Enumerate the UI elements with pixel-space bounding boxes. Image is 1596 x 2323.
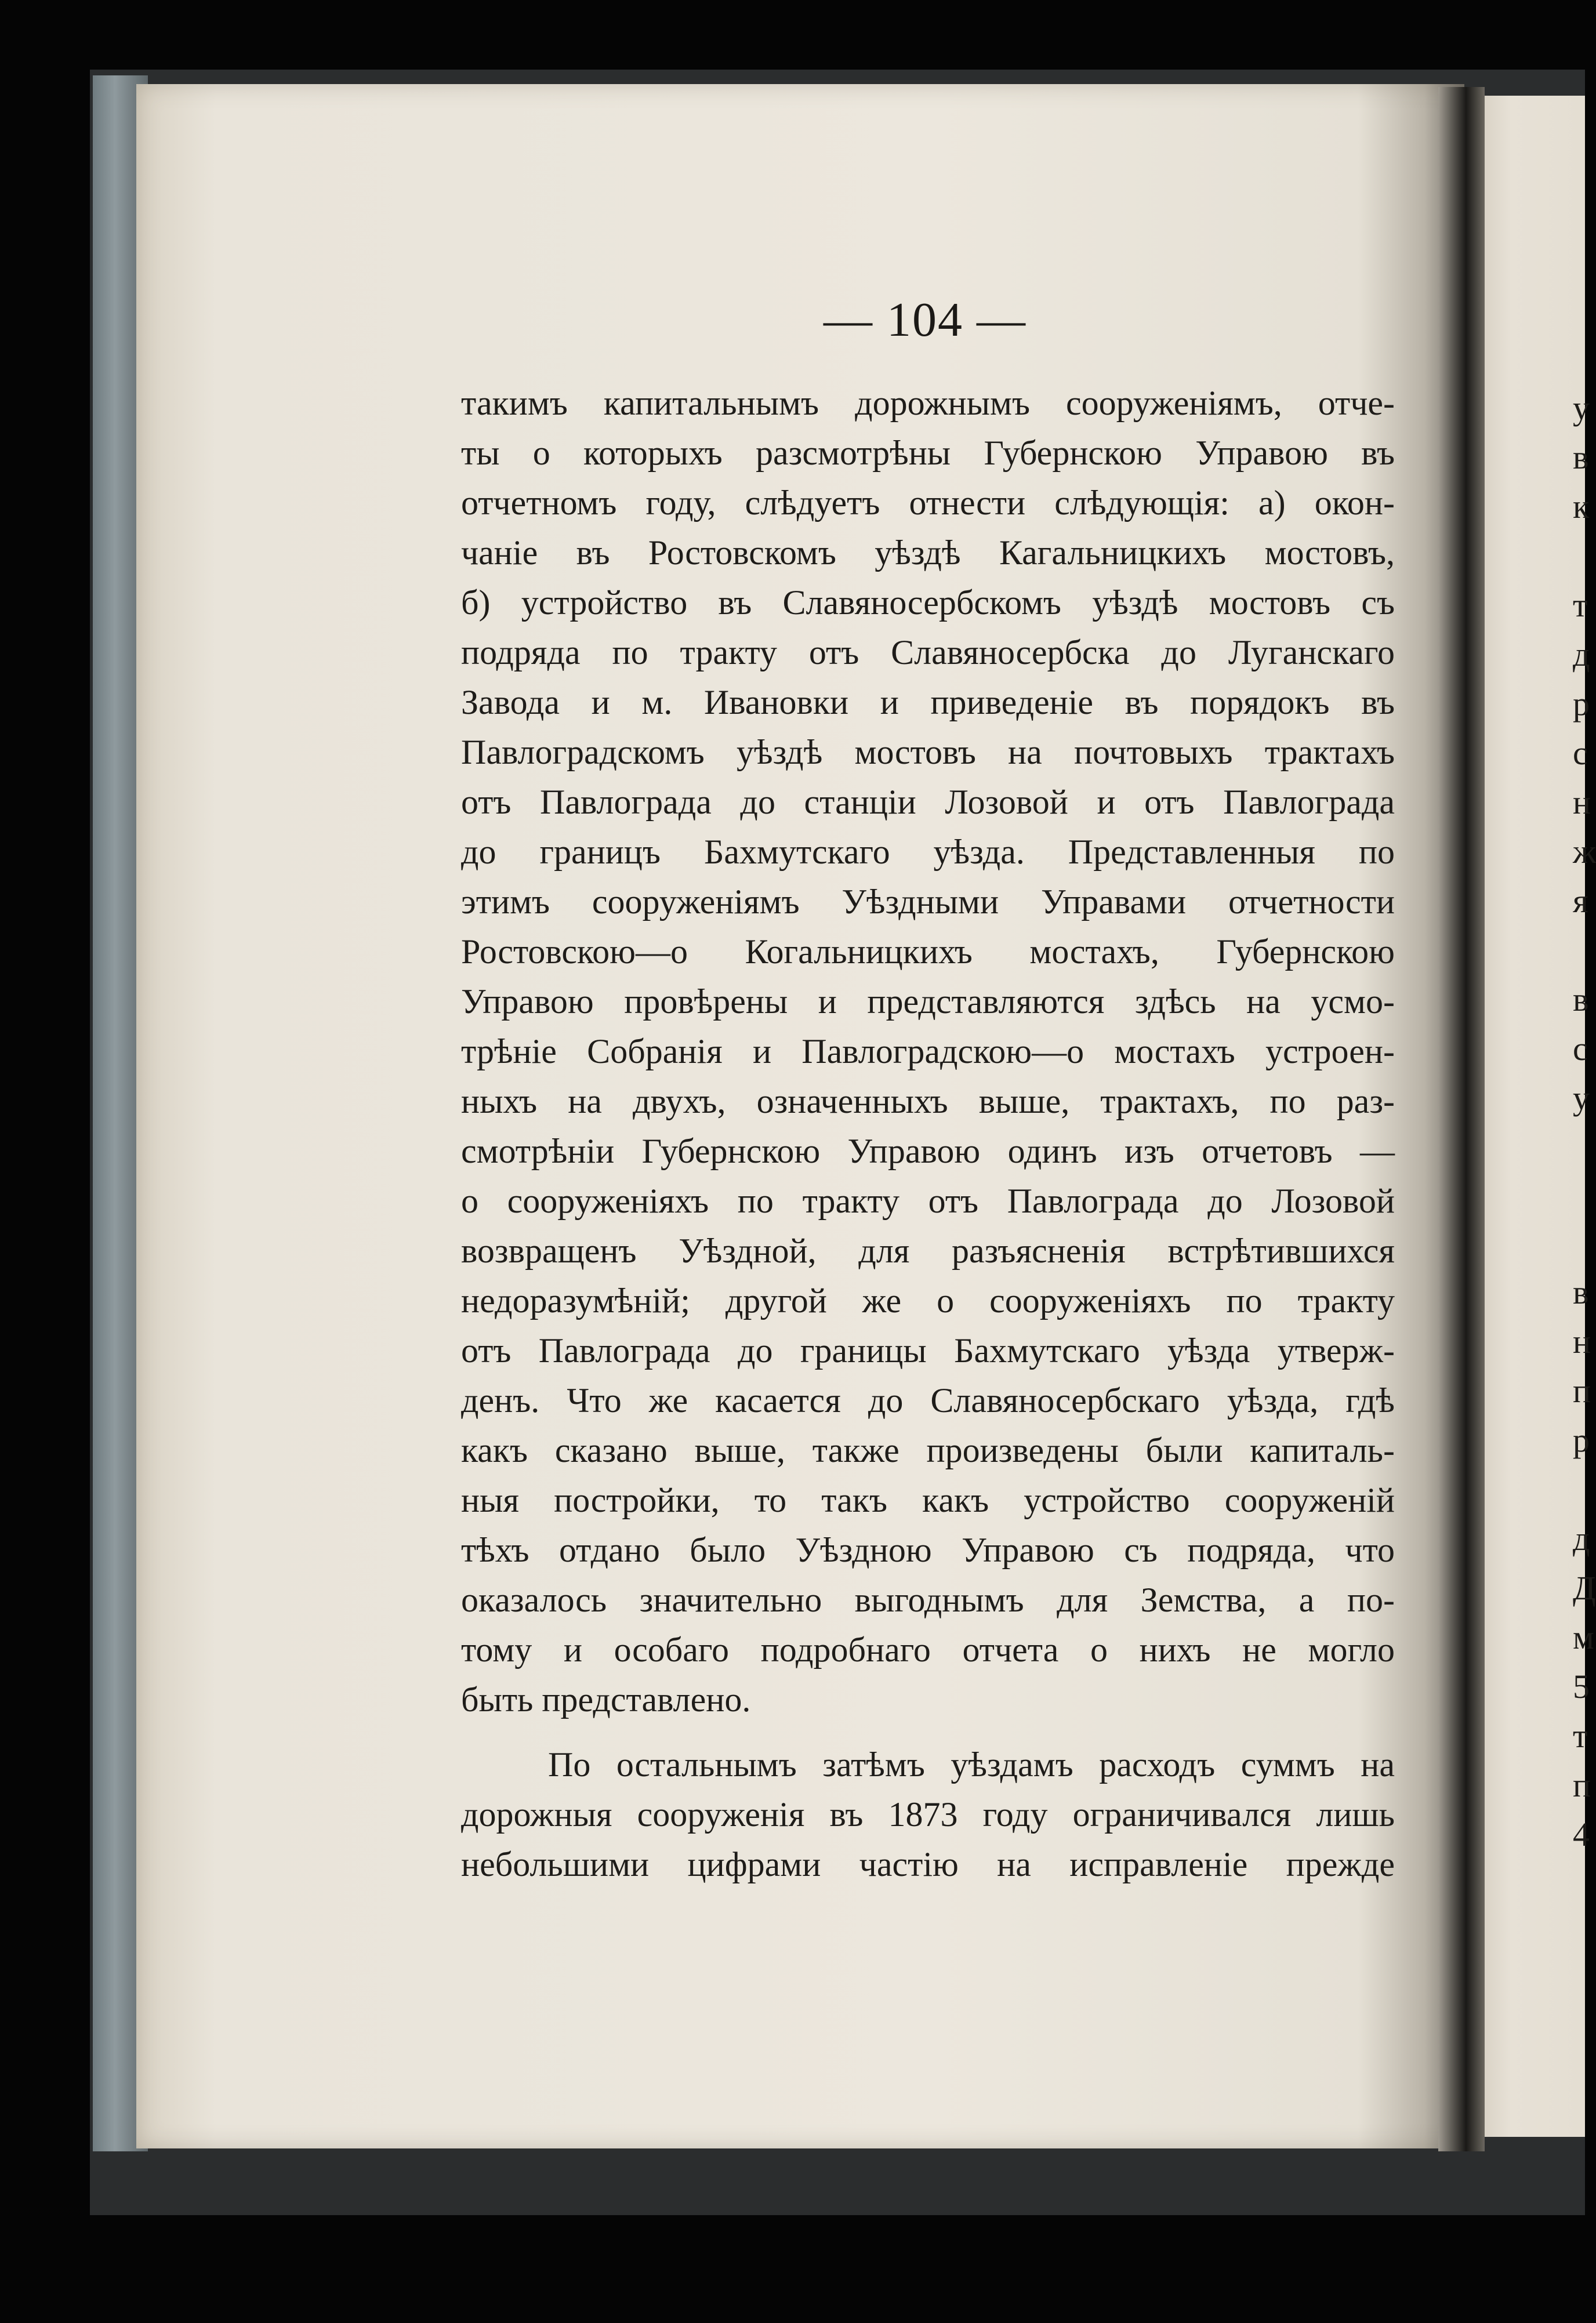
paragraph-2 bbox=[461, 1740, 1395, 1889]
facing-page-letter: у bbox=[1573, 389, 1590, 427]
facing-page-letter: к bbox=[1573, 488, 1590, 525]
facing-page-letter: п bbox=[1573, 1372, 1591, 1410]
facing-page-letter: м bbox=[1573, 1618, 1594, 1656]
facing-page-letter: ж bbox=[1573, 833, 1596, 870]
text-line: какъ сказано выше, также произведены были капиталь- bbox=[461, 1431, 1395, 1469]
text-line: отъ Павлограда до границы Бахмутскаго уѣзда утверж- bbox=[461, 1331, 1395, 1370]
page-text bbox=[461, 378, 1395, 1889]
text-line: смотрѣніи Губернскою Управою одинъ изъ отчетовъ — bbox=[461, 1132, 1395, 1170]
facing-page-letter: с bbox=[1573, 1030, 1588, 1068]
text-line: подряда по тракту отъ Славяносербска до Луганскаго bbox=[461, 633, 1395, 672]
text-line: такимъ капитальнымъ дорожнымъ сооруженіямъ, отче- bbox=[461, 384, 1395, 422]
text-line: ныхъ на двухъ, означенныхъ выше, трактахъ, по раз- bbox=[461, 1082, 1395, 1120]
facing-page-letter: Д bbox=[1573, 1569, 1596, 1607]
text-line: Завода и м. Ивановки и приведеніе въ порядокъ въ bbox=[461, 683, 1395, 721]
paragraph-gap bbox=[461, 1725, 1395, 1740]
facing-page-letter: д bbox=[1573, 1520, 1590, 1558]
text-line: отчетномъ году, слѣдуетъ отнести слѣдующія: а) окон- bbox=[461, 484, 1395, 522]
text-line: до границъ Бахмутскаго уѣзда. Представленныя по bbox=[461, 833, 1395, 871]
text-line: быть представлено. bbox=[461, 1680, 751, 1719]
facing-page-letter: т bbox=[1573, 1717, 1588, 1755]
text-line: чаніе въ Ростовскомъ уѣздѣ Кагальницкихъ мостовъ, bbox=[461, 533, 1395, 572]
text-line: дорожныя сооруженія въ 1873 году ограничивался лишь bbox=[461, 1795, 1395, 1834]
text-line: этимъ сооруженіямъ Уѣздными Управами отчетности bbox=[461, 883, 1395, 921]
facing-page-letter: п bbox=[1573, 1766, 1591, 1804]
text-line: небольшими цифрами частію на исправленіе прежде bbox=[461, 1845, 1395, 1883]
text-line: о сооруженіяхъ по тракту отъ Павлограда до Лозовой bbox=[461, 1182, 1395, 1220]
facing-page-letter: н bbox=[1573, 1323, 1591, 1360]
text-line: тому и особаго подробнаго отчета о нихъ не могло bbox=[461, 1631, 1395, 1669]
text-line: ты о которыхъ разсмотрѣны Губернскою Управою въ bbox=[461, 434, 1395, 472]
facing-page-letter: в bbox=[1573, 981, 1589, 1018]
text-line: денъ. Что же касается до Славяносербскаго уѣзда, гдѣ bbox=[461, 1381, 1395, 1420]
facing-page-letter: я bbox=[1573, 882, 1588, 920]
text-line: Ростовскою—о Когальницкихъ мостахъ, Губернскою bbox=[461, 932, 1395, 971]
facing-page-letter: н bbox=[1573, 783, 1591, 821]
facing-page-letter: 4 bbox=[1573, 1816, 1590, 1853]
facing-page-letter: 5 bbox=[1573, 1668, 1590, 1705]
facing-page-letter: р bbox=[1573, 1421, 1590, 1459]
facing-page-letter: в bbox=[1573, 1273, 1589, 1311]
text-line: оказалось значительно выгоднымъ для Земства, а по- bbox=[461, 1581, 1395, 1619]
facing-page-letter: т bbox=[1573, 586, 1588, 624]
text-line: отъ Павлограда до станціи Лозовой и отъ Павлограда bbox=[461, 783, 1395, 821]
facing-page-letter: в bbox=[1573, 438, 1589, 476]
facing-page-letter: р bbox=[1573, 685, 1590, 723]
text-line: Павлоградскомъ уѣздѣ мостовъ на почтовыхъ трактахъ bbox=[461, 733, 1395, 771]
text-line: ныя постройки, то такъ какъ устройство сооруженій bbox=[461, 1481, 1395, 1519]
text-line: Управою провѣрены и представляются здѣсь на усмо- bbox=[461, 982, 1395, 1021]
facing-page bbox=[1479, 96, 1588, 2137]
text-line: По остальнымъ затѣмъ уѣздамъ расходъ суммъ на bbox=[548, 1745, 1395, 1784]
paragraph-1 bbox=[461, 378, 1395, 1725]
facing-page-letter: у bbox=[1573, 1079, 1590, 1117]
text-line: возвращенъ Уѣздной, для разъясненія встрѣтившихся bbox=[461, 1232, 1395, 1270]
text-line: б) устройство въ Славяносербскомъ уѣздѣ мостовъ съ bbox=[461, 583, 1395, 622]
text-line: тѣхъ отдано было Уѣздною Управою съ подряда, что bbox=[461, 1531, 1395, 1569]
text-line: недоразумѣній; другой же о сооруженіяхъ по тракту bbox=[461, 1282, 1395, 1320]
facing-page-letter: д bbox=[1573, 636, 1590, 673]
book-gutter bbox=[1438, 87, 1485, 2151]
page-number: — 104 — bbox=[824, 293, 1026, 347]
facing-page-letter: с bbox=[1573, 734, 1588, 772]
text-line: трѣніе Собранія и Павлоградскою—о мостахъ устроен- bbox=[461, 1032, 1395, 1070]
